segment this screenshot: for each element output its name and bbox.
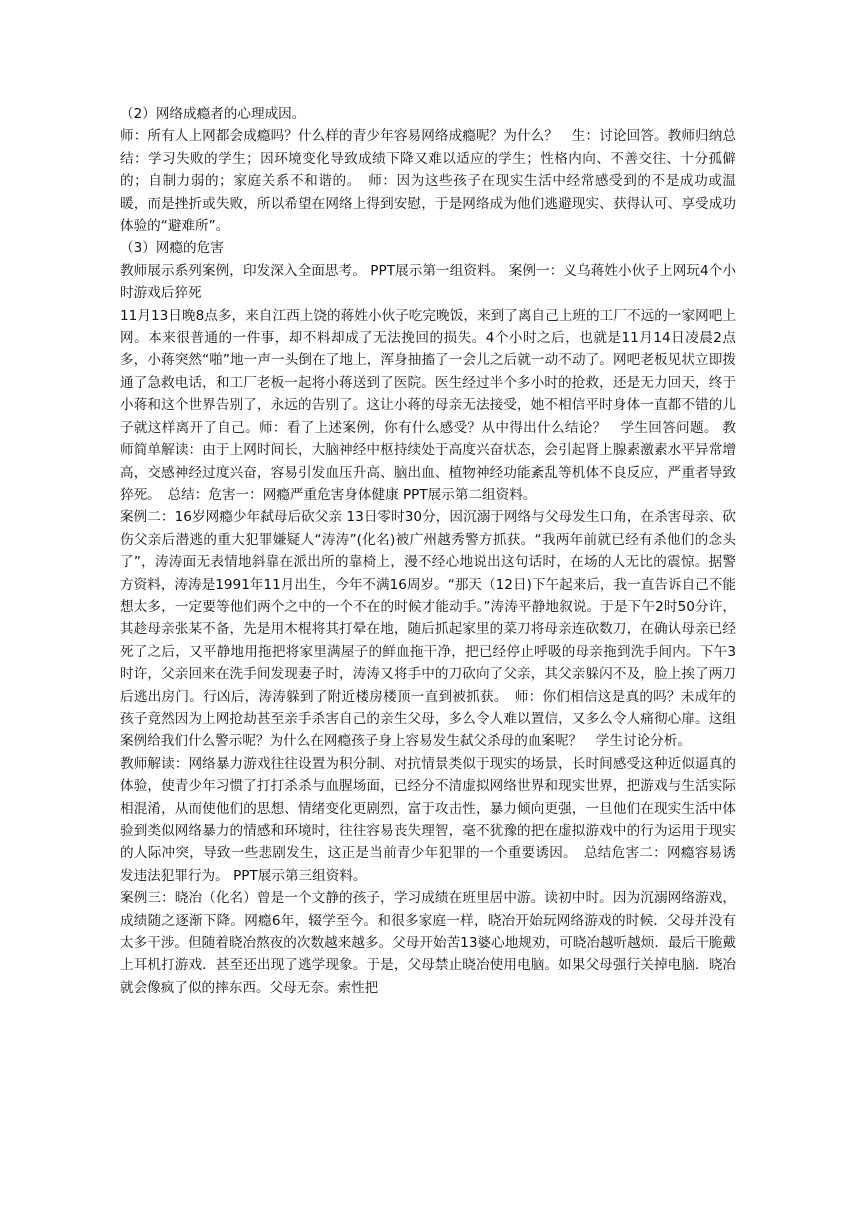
paragraph-case-one: 11月13日晚8点多，来自江西上饶的蒋姓小伙子吃完晚饭，来到了离自己上班的工厂不远的一家网吧上网。本来很普通的一件事，却不料却成了无法挽回的损失。4个小时之后，也就是11月14日凌晨2点多，小蒋突然“啪”地一声一头倒在了地上，浑身抽搐了一会儿之后就一动不动了。网吧老板见状立即拨通了急救电话，和工厂老板一起将小蒋送到了医院。医生经过半个多小时的抢救，还是无力回天，终于小蒋和这个世界告别了，永远的告别了。这让小蒋的母亲无法接受，她不相信平时身体一直都不错的儿子就这样离开了自己。师：看了上述案例，你有什么感受？从中得出什么结论？ 学生回答问题。 教师简单解读：由于上网时间长，大脑神经中枢持续处于高度兴奋状态，会引起肾上腺素激素水平异常增高，交感神经过度兴奋，容易引发血压升高、脑出血、植物神经功能紊乱等机体不良反应，严重者导致猝死。 总结：危害一：网瘾严重危害身体健康 PPT展示第二组资料。 xyxy=(120,307,736,503)
section-heading-causes: （2）网络成瘾者的心理成因。 xyxy=(120,106,306,122)
paragraph-case-intro: 教师展示系列案例，印发深入全面思考。 PPT展示第一组资料。 案例一：义乌蒋姓小伙子上网玩4个小时游戏后猝死 xyxy=(120,262,736,302)
paragraph-case-two: 案例二：16岁网瘾少年弑母后砍父亲 13日零时30分，因沉溺于网络与父母发生口角，在杀害母亲、砍伤父亲后潜逃的重大犯罪嫌疑人“涛涛”(化名)被广州越秀警方抓获。“我两年前就已经有杀他们的念头了”，涛涛面无表情地斜靠在派出所的靠椅上，漫不经心地说出这句话时，在场的人无比的震惊。据警方资料，涛涛是1991年11月出生，今年不满16周岁。“那天（12日)下午起来后，我一直告诉自己不能想太多，一定要等他们两个之中的一个不在的时候才能动手。”涛涛平静地叙说。于是下午2时50分许，其趁母亲张某不备，先是用木棍将其打晕在地，随后抓起家里的菜刀将母亲连砍数刀，在确认母亲已经死了之后，又平静地用拖把将家里满屋子的鲜血拖干净，把已经停止呼吸的母亲拖到洗手间内。下午3时许，父亲回来在洗手间发现妻子时，涛涛又将手中的刀砍向了父亲，其父亲躲闪不及，脸上挨了两刀后逃出房门。行凶后，涛涛躲到了附近楼房楼顶一直到被抓获。 师：你们相信这是真的吗？未成年的孩子竟然因为上网抢劫甚至亲手杀害自己的亲生父母，多么令人难以置信，又多么令人痛彻心扉。这组案例给我们什么警示呢？为什么在网瘾孩子身上容易发生弑父杀母的血案呢？ 学生讨论分析。 xyxy=(120,509,736,750)
document-body xyxy=(120,103,736,999)
section-heading-harms: （3）网瘾的危害 xyxy=(120,240,224,257)
paragraph-teacher-interpretation: 教师解读：网络暴力游戏往往设置为积分制、对抗情景类似于现实的场景，长时间感受这种近似逼真的体验，使青少年习惯了打打杀杀与血腥场面，已经分不清虚拟网络世界和现实世界，把游戏与生活实际相混淆，从而使他们的思想、情绪变化更剧烈，富于攻击性，暴力倾向更强，一旦他们在现实生活中体验到类似网络暴力的情感和环境时，往往容易丧失理智，毫不犹豫的把在虚拟游戏中的行为运用于现实的人际冲突，导致一些悲剧发生，这正是当前青少年犯罪的一个重要诱因。 总结危害二：网瘾容易诱发违法犯罪行为。 PPT展示第三组资料。 xyxy=(120,755,736,884)
paragraph-causes-discussion: 师：所有人上网都会成瘾吗？什么样的青少年容易网络成瘾呢？为什么？ 生：讨论回答。教师归纳总结：学习失败的学生；因环境变化导致成绩下降又难以适应的学生；性格内向、不善交往、十分孤僻的；自制力弱的；家庭关系不和谐的。 师：因为这些孩子在现实生活中经常感受到的不是成功或温暖，而是挫折或失败，所以希望在网络上得到安慰，于是网络成为他们逃避现实、获得认可、享受成功体验的“避难所”。 xyxy=(120,128,736,235)
paragraph-case-three: 案例三：晓冶（化名）曾是一个文静的孩子，学习成绩在班里居中游。读初中时。因为沉溺网络游戏，成绩随之逐渐下降。网瘾6年，辍学至今。和很多家庭一样，晓冶开始玩网络游戏的时候．父母并没有太多干涉。但随着晓冶熬夜的次数越来越多。父母开始苦13婆心地规劝，可晓冶越听越烦．最后干脆戴上耳机打游戏．甚至还出现了逃学现象。于是，父母禁止晓冶使用电脑。如果父母强行关掉电脑．晓冶就会像疯了似的摔东西。父母无奈。索性把 xyxy=(120,890,736,996)
